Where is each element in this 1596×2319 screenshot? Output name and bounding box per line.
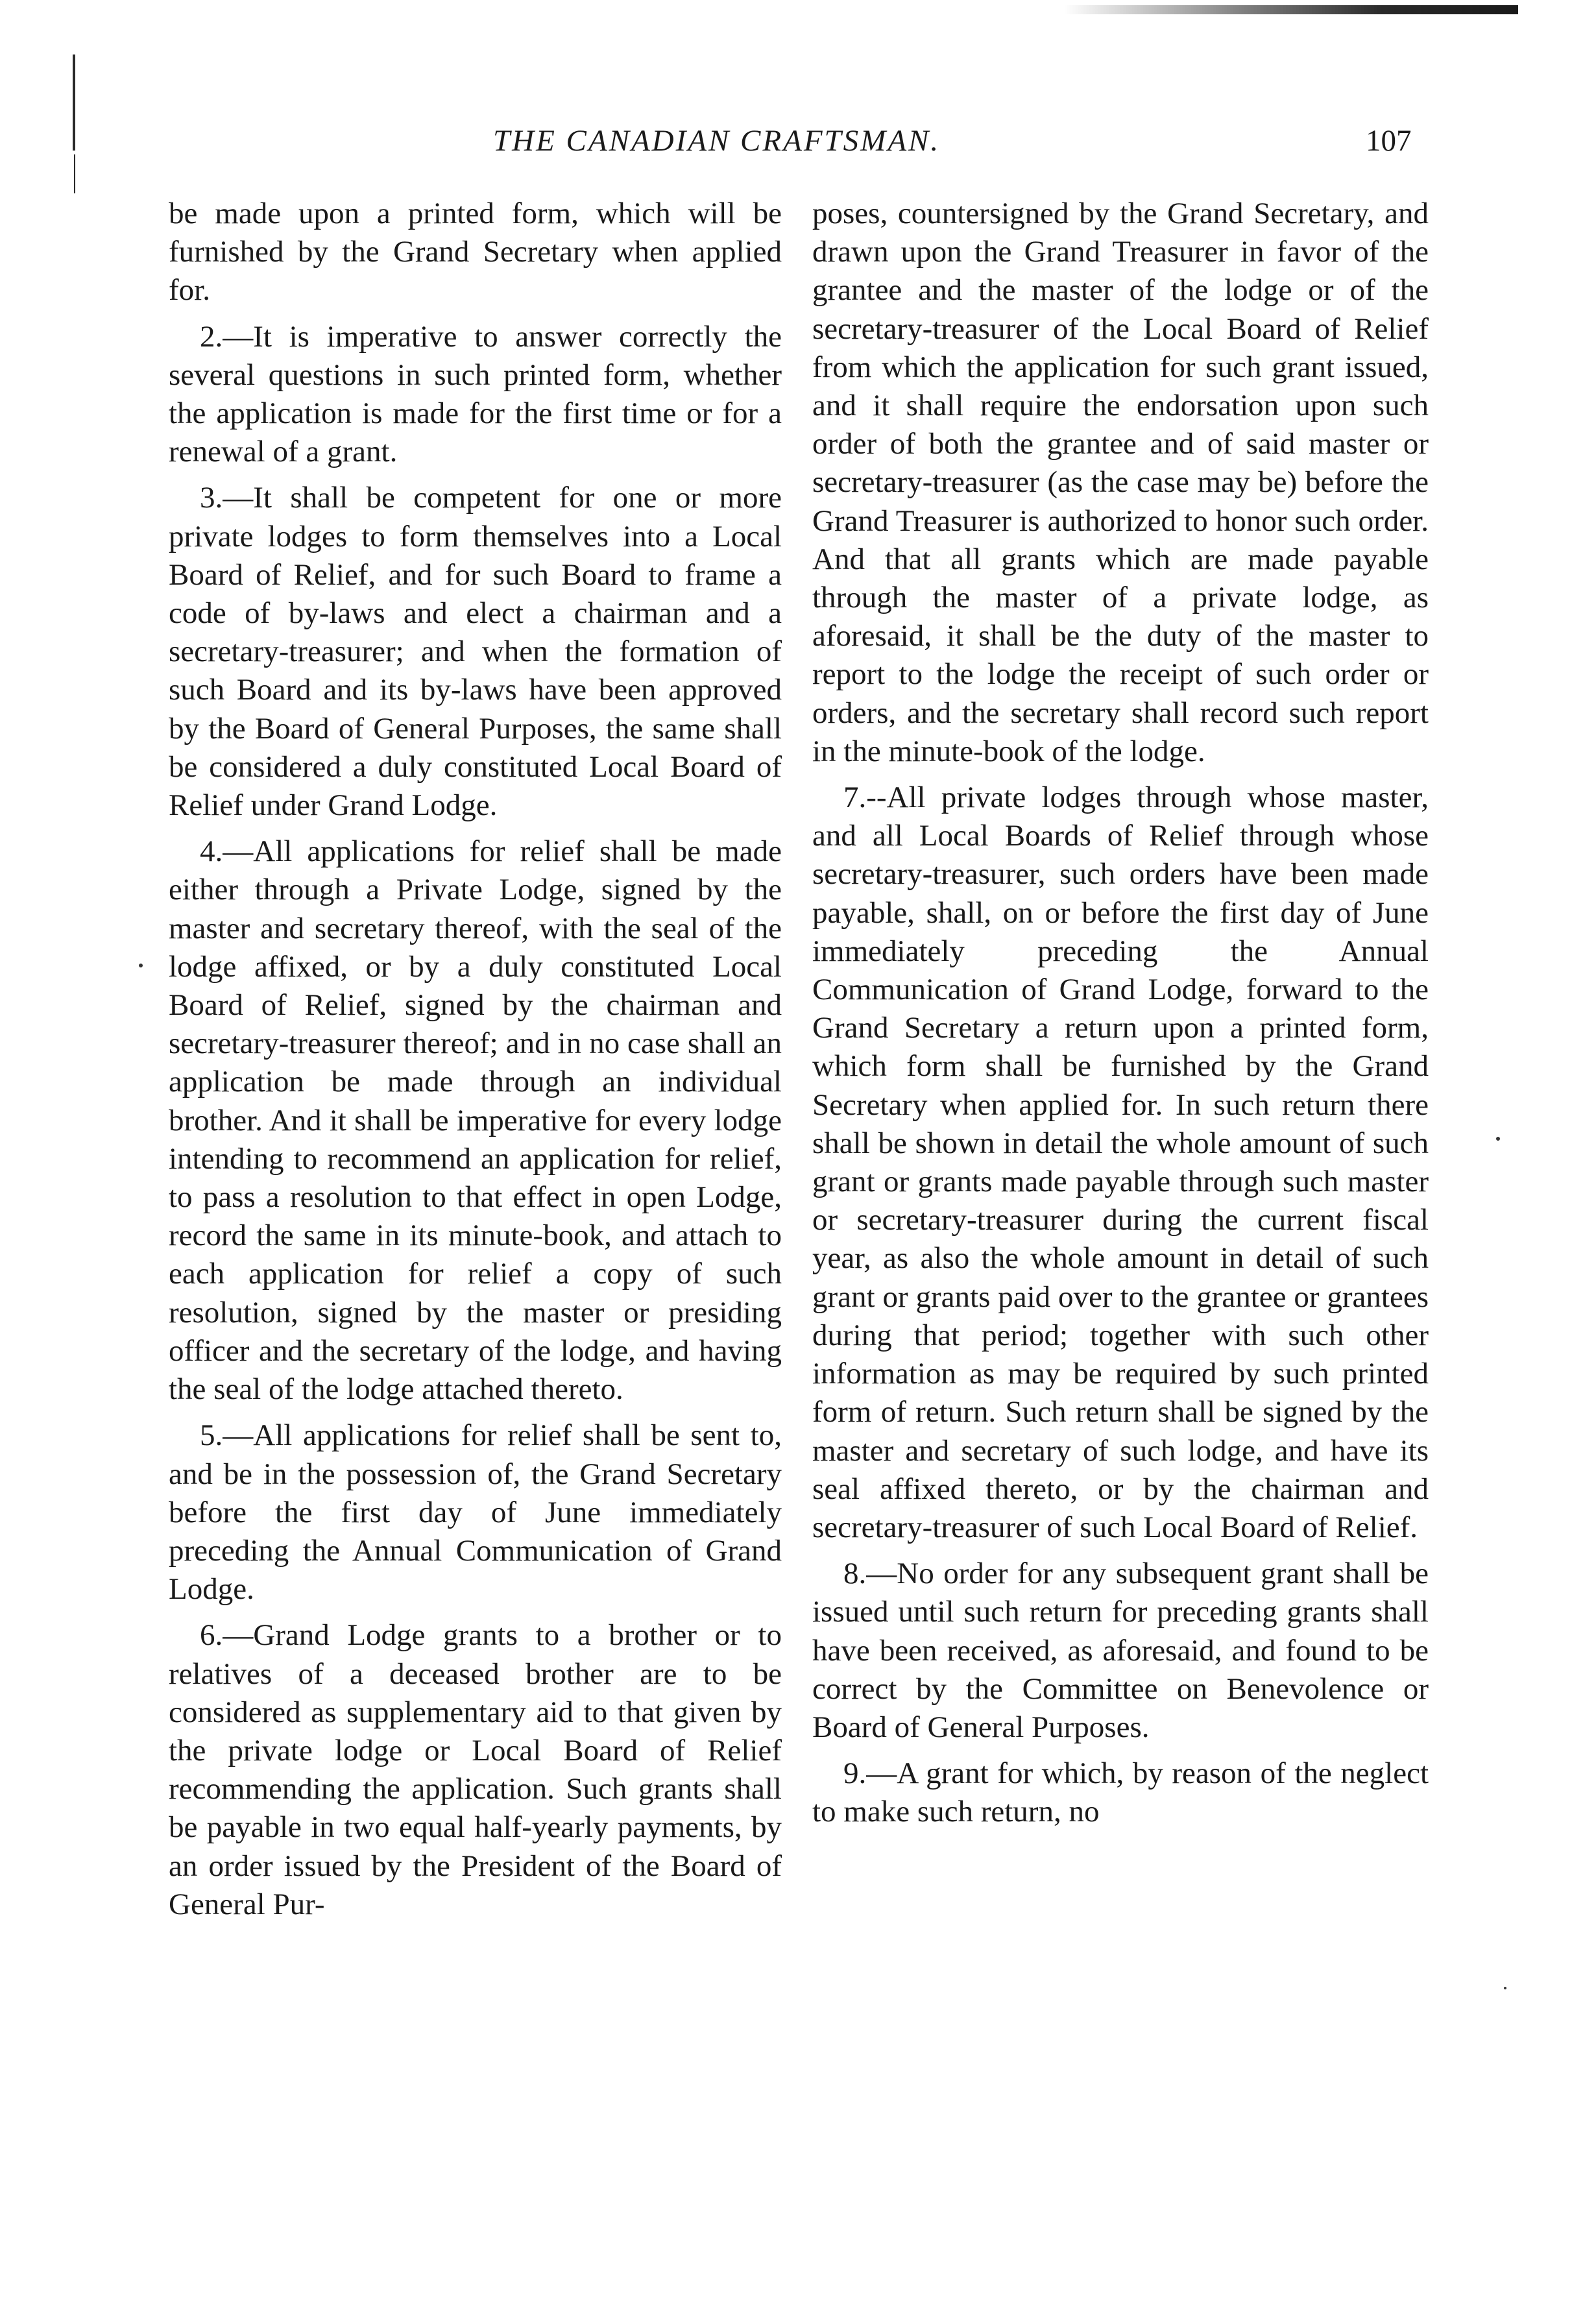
paragraph-2: 2.—It is imperative to answer correctly the several questions in such printed form, whether the application is made for the first time or for a renewal of a grant. — [169, 319, 782, 469]
paragraph-5: 5.—All applications for relief shall be sent to, and be in the possession of, the Grand Secretary before the first day of June immediately preceding the Annual Communication of Grand Lodge. — [169, 1418, 782, 1607]
running-title: THE CANADIAN CRAFTSMAN. — [493, 124, 941, 158]
scan-edge-top — [1064, 5, 1518, 14]
paragraph-8: 8.—No order for any subsequent grant shall be issued until such return for preceding grants shall have been received, as aforesaid, and found to be correct by the Committee on Benevolence or Board of General Purposes. — [812, 1557, 1429, 1744]
paragraph-6: 6.—Grand Lodge grants to a brother or to relatives of a deceased brother are to be considered as supplementary aid to that given by the private lodge or Local Board of Relief recommending the application. Such grants shall be payable in two equal half-yearly payments, by an order issued by the President of the Board of General Pur- — [169, 1618, 782, 1921]
page-header — [0, 123, 1596, 175]
paragraph-7: 7.--All private lodges through whose master, and all Local Boards of Relief through whose secretary-treasurer, such orders have been made payable, shall, on or before the first day of June immediately preceding the Annual Communication of Grand Lodge, forward to the Grand Secretary a return upon a printed form, which form shall be furnished by the Grand Secretary when applied for. In such return there shall be shown in detail the whole amount of such grant or grants made payable through such master or secretary-treasurer during the current fiscal year, as also the whole amount in detail of such grant or grants paid over to the grantee or grantees during that period; together with such other information as may be required by such printed form of return. Such return shall be signed by the master and secretary of such lodge, and have its seal affixed thereto, or by the chairman and secretary-treasurer of such Local Board of Relief. — [812, 781, 1429, 1544]
paragraph-4: 4.—All applications for relief shall be made either through a Private Lodge, signed by the master and secretary thereof, with the seal of the lodge affixed, or by a duly constituted Local Board of Relief, signed by the chairman and secretary-treasurer thereof; and in no case shall an application be made through an individual brother. And it shall be imperative for every lodge intending to recommend an application for relief, to pass a resolution to that effect in open Lodge, record the same in its minute-book, and attach to each application for relief a copy of such resolution, signed by the master or presiding officer and the secretary of the lodge, and having the seal of the lodge attached thereto. — [169, 834, 782, 1407]
page-number: 107 — [1366, 124, 1412, 158]
paragraph-continuation: be made upon a printed form, which will be furnished by the Grand Secretary when applied for. — [169, 197, 782, 308]
paragraph-6-continuation: poses, countersigned by the Grand Secretary, and drawn upon the Grand Treasurer in favor of the grantee and the master of the lodge or of the secretary-treasurer of the Local Board of Relief from which the application for such grant issued, and it shall require the endorsation upon such order of both the grantee and of said master or secretary-treasurer (as the case may be) before the Grand Treasurer is authorized to honor such order. And that all grants which are made payable through the master of a private lodge, as aforesaid, it shall be the duty of the master to report to the lodge the receipt of such order or orders, and the secretary shall record such report in the minute-book of the lodge. — [812, 197, 1429, 768]
paragraph-9: 9.—A grant for which, by reason of the neglect to make such return, no — [812, 1756, 1429, 1829]
right-column — [812, 195, 1429, 1839]
margin-speck — [1496, 1137, 1500, 1141]
margin-speck — [1504, 1987, 1506, 1989]
paragraph-3: 3.—It shall be competent for one or more private lodges to form themselves into a Local Board of Relief, and for such Board to frame a code of by-laws and elect a chairman and a secretary-treasurer; and when the formation of such Board and its by-laws have been approved by the Board of General Purposes, the same shall be considered a duly constituted Local Board of Relief under Grand Lodge. — [169, 481, 782, 823]
margin-speck — [139, 964, 143, 967]
left-column — [169, 195, 782, 1932]
